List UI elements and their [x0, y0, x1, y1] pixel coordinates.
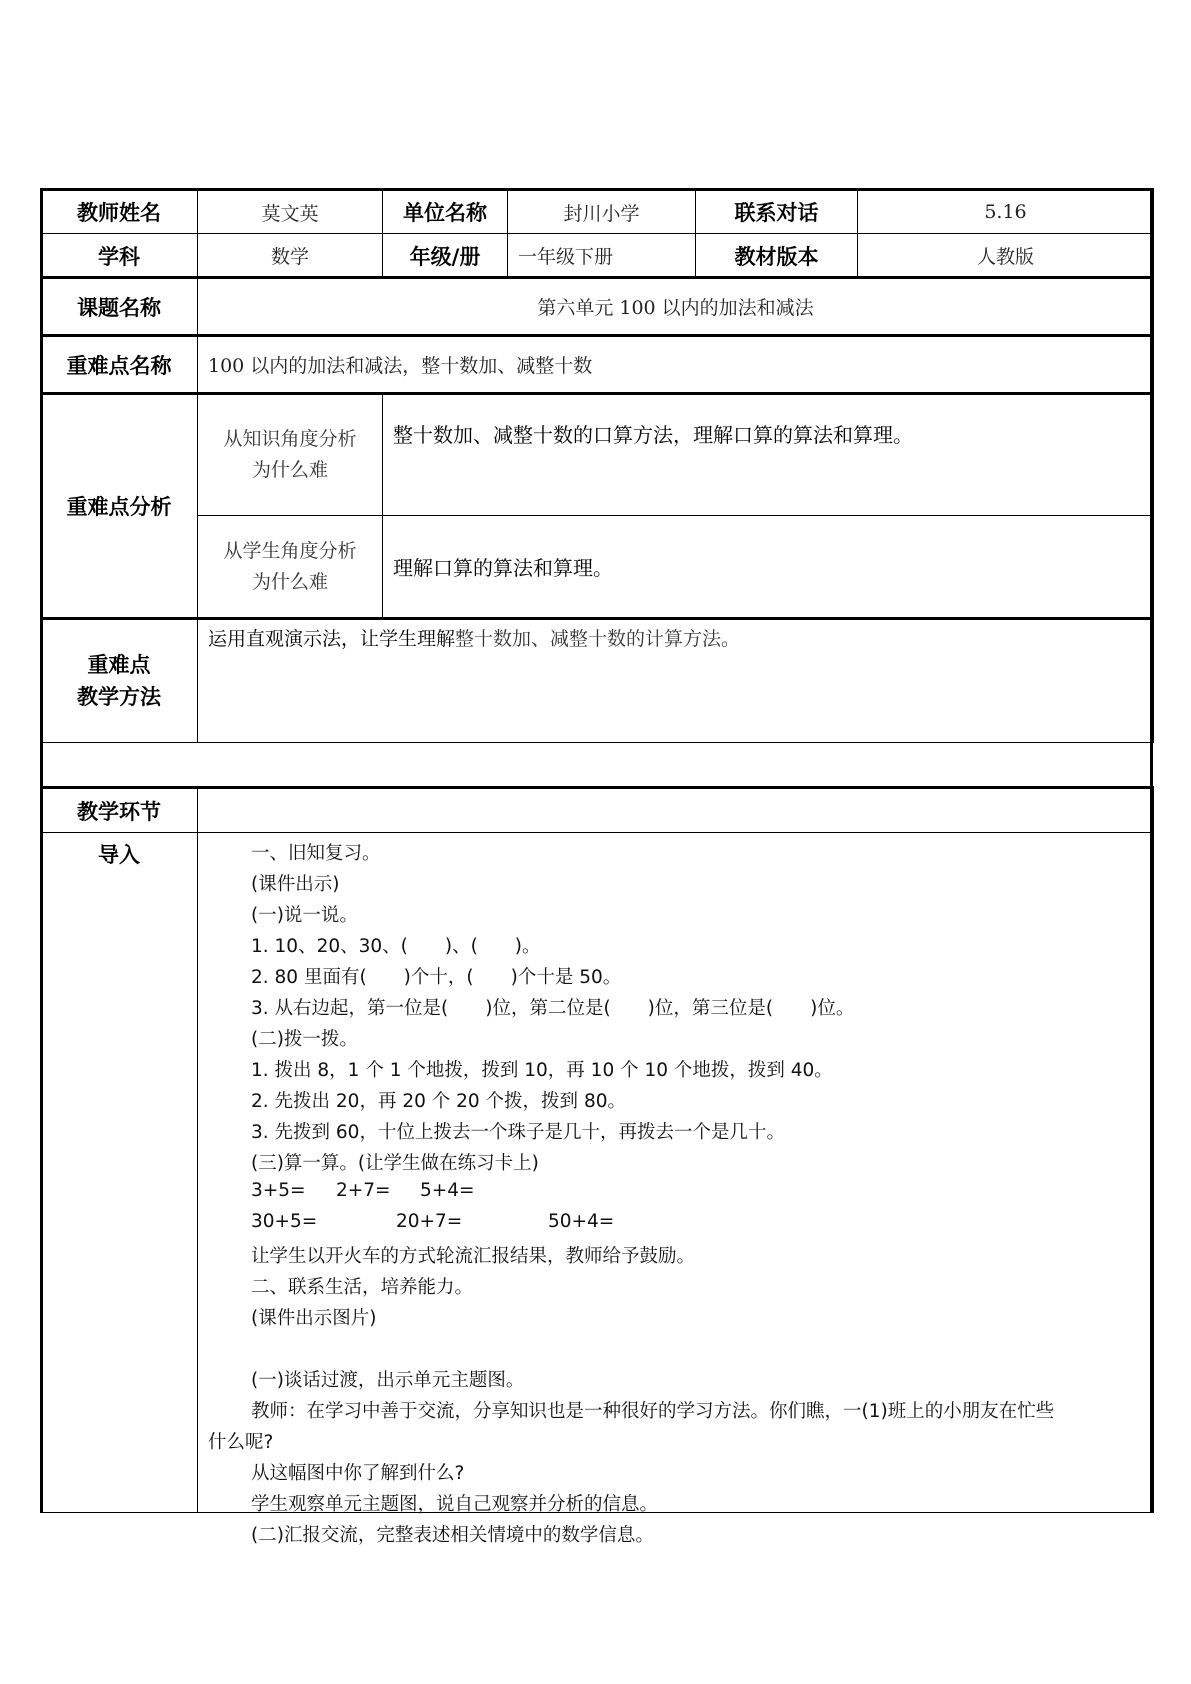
method-label — [41, 619, 198, 743]
subject-value: 数学 — [198, 234, 383, 278]
analysis-label: 重难点分析 — [41, 394, 198, 619]
knowledge-angle-line2: 为什么难 — [251, 459, 328, 481]
calc-item: 50+4= — [548, 1211, 615, 1232]
intro-line: (二)汇报交流，完整表述相关情境中的数学信息。 — [251, 1525, 654, 1546]
intro-line: 让学生以开火车的方式轮流汇报结果，教师给予鼓励。 — [251, 1246, 696, 1267]
topic-label: 课题名称 — [41, 278, 198, 336]
teacher-label: 教师姓名 — [41, 190, 198, 234]
edition-value: 人教版 — [858, 234, 1154, 278]
intro-line: 1. 10、20、30、( )、( )。 — [251, 936, 541, 957]
intro-line: 1. 拨出 8，1 个 1 个地拨，拨到 10，再 10 个 10 个地拨，拨到 40。 — [251, 1060, 833, 1081]
student-angle-label — [198, 516, 383, 619]
method-value — [198, 619, 1154, 743]
grade-value: 一年级下册 — [508, 234, 696, 278]
topic-table — [40, 276, 1154, 743]
intro-line: 什么呢? — [208, 1432, 274, 1453]
intro-line: (一)谈话过渡，出示单元主题图。 — [251, 1370, 525, 1391]
student-angle-line1: 从学生角度分析 — [223, 539, 357, 562]
process-label: 教学环节 — [41, 788, 198, 833]
intro-line: 二、联系生活，培养能力。 — [251, 1277, 474, 1298]
key-points-label: 重难点名称 — [41, 336, 198, 394]
knowledge-angle-line1: 从知识角度分析 — [223, 428, 357, 450]
process-value — [198, 788, 1154, 833]
intro-content — [198, 833, 1154, 1546]
contact-value: 5.16 — [858, 190, 1154, 234]
student-angle-line2: 为什么难 — [251, 570, 328, 593]
intro-line: 3. 从右边起，第一位是( )位，第二位是( )位，第三位是( )位。 — [251, 998, 855, 1019]
student-angle-value: 理解口算的算法和算理。 — [383, 516, 1154, 619]
method-label-line1: 重难点 — [87, 653, 151, 677]
intro-line: (一)说一说。 — [251, 905, 358, 926]
intro-label: 导入 — [41, 833, 198, 1513]
intro-line: (二)拨一拨。 — [251, 1029, 358, 1050]
calc-item: 20+7= — [396, 1211, 463, 1232]
grade-label: 年级/册 — [383, 234, 508, 278]
calc-item: 3+5= — [251, 1180, 306, 1201]
subject-label: 学科 — [41, 234, 198, 278]
method-value-b: 整十数加、减整十数的计算方法。 — [455, 628, 741, 650]
intro-line: 2. 80 里面有( )个十，( )个十是 50。 — [251, 967, 622, 988]
unit-label: 单位名称 — [383, 190, 508, 234]
edition-label: 教材版本 — [696, 234, 858, 278]
header-table — [40, 188, 1154, 278]
knowledge-angle-value: 整十数加、减整十数的口算方法，理解口算的算法和算理。 — [383, 394, 1154, 516]
method-value-a: 运用直观演示法，让学生理解 — [208, 628, 456, 650]
topic-value: 第六单元 100 以内的加法和减法 — [198, 278, 1154, 336]
intro-line: (三)算一算。(让学生做在练习卡上) — [251, 1153, 539, 1174]
process-table — [40, 786, 1154, 1546]
teacher-value: 莫文英 — [198, 190, 383, 234]
intro-line: 一、旧知复习。 — [251, 843, 381, 864]
unit-value: 封川小学 — [508, 190, 696, 234]
intro-line: 教师：在学习中善于交流，分享知识也是一种很好的学习方法。你们瞧，一(1)班上的小朋友在忙些 — [251, 1401, 1055, 1422]
key-points-value: 100 以内的加法和减法，整十数加、减整十数 — [198, 336, 1154, 394]
intro-line: (课件出示) — [251, 874, 340, 895]
calc-item: 5+4= — [420, 1180, 475, 1201]
knowledge-angle-label — [198, 394, 383, 516]
intro-line: (课件出示图片) — [251, 1308, 377, 1329]
intro-line: 2. 先拨出 20，再 20 个 20 个拨，拨到 80。 — [251, 1091, 626, 1112]
intro-line: 从这幅图中你了解到什么? — [251, 1463, 465, 1484]
intro-line: 学生观察单元主题图，说自己观察并分析的信息。 — [251, 1494, 659, 1515]
contact-label: 联系对话 — [696, 190, 858, 234]
intro-line: 3. 先拨到 60，十位上拨去一个珠子是几十，再拨去一个是几十。 — [251, 1122, 785, 1143]
calc-item: 30+5= — [251, 1211, 318, 1232]
calc-item: 2+7= — [336, 1180, 391, 1201]
method-label-line2: 教学方法 — [77, 685, 161, 709]
